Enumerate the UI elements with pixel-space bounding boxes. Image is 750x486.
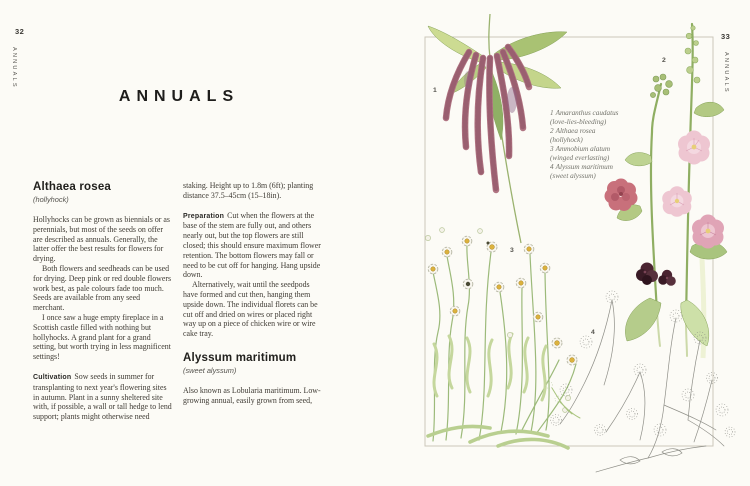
entry-heading-alyssum: Alyssum maritimum	[183, 351, 297, 364]
hollyhock-flower-pale-1	[678, 131, 710, 165]
preparation-paragraph-2: Alternatively, wait until the seedpods have formed and cut then, hanging them upside down. The individual florets can be cut off and dried on wires or placed right way up on a piece of chicken wire or wire cake tray.	[183, 280, 318, 339]
plate-key-common: (love-lies-bleeding)	[550, 118, 607, 126]
cultivation-text: Sow seeds in summer for transplanting to next year's flowering sites in autumn. Plant in a sunny sheltered site with, if possible, a wall or tall hedge to lend support; plants might otherwise need	[33, 371, 172, 422]
chapter-title: ANNUALS	[118, 88, 240, 105]
plate-key-common: (sweet alyssum)	[550, 172, 596, 180]
plate-key-entry	[550, 145, 646, 154]
botanical-plate	[405, 8, 750, 486]
entry-common-name-althaea: (hollyhock)	[33, 195, 69, 204]
left-margin-chapter-label: ANNUALS	[11, 47, 17, 89]
hollyhock-flower-dark-2	[658, 270, 676, 286]
plate-key-entry	[550, 127, 646, 136]
plate-key-name: Amaranthus caudatus	[555, 109, 619, 117]
plate-key-common: (winged everlasting)	[550, 154, 610, 162]
text-column-2	[183, 181, 323, 406]
plate-key-name: Alyssum maritimum	[555, 163, 613, 171]
figure-label-4: 4	[591, 329, 595, 336]
hollyhock-flower-pale-2	[662, 186, 692, 217]
amaranthus-leaves	[428, 26, 567, 140]
right-page-number: 33	[721, 32, 731, 41]
entry-heading-althaea: Althaea rosea	[33, 181, 112, 193]
amaranthus-illustration	[428, 14, 567, 243]
plate-key-name: Althaea rosea	[555, 127, 596, 135]
preparation-text: Cut when the flowers at the base of the stem are fully out, and others nearly out, but the top flowers are still closed; this should ensure maximum flower retention. The bottom flowers may fall or need to be cut off for hanging. Hang upside down.	[183, 210, 321, 280]
plate-key-number: 2	[550, 127, 554, 135]
right-margin-chapter-label: ANNUALS	[723, 52, 729, 94]
hollyhock-illustration	[605, 24, 731, 358]
preparation-paragraph	[183, 211, 323, 281]
preparation-label: Preparation	[183, 212, 225, 220]
plate-key-number: 4	[550, 163, 554, 171]
hollyhock-flower-mid	[692, 215, 724, 249]
plate-key	[550, 109, 646, 181]
figure-label-2: 2	[662, 57, 666, 64]
entry-paragraph: Also known as Lobularia maritimum. Low-growing annual, easily grown from seed,	[183, 385, 321, 405]
entry-paragraph: I once saw a huge empty fireplace in a Scottish castle filled with nothing but hollyhocks. A grand plant for a grand setting, but worth trying in less magnificent settings!	[33, 312, 171, 362]
plate-key-name: Ammobium alatum	[555, 145, 611, 153]
entry-paragraph: Hollyhocks can be grown as biennials or as perennials, but most of the seeds on offer are described as annuals. Generally, the latter offer the best results for flowers for drying.	[33, 215, 170, 264]
plate-key-number: 3	[550, 145, 554, 153]
cultivation-paragraph	[33, 372, 173, 422]
figure-label-1: 1	[433, 87, 437, 94]
figure-label-3: 3	[510, 247, 514, 254]
text-column-1	[33, 181, 173, 422]
plate-key-entry	[550, 163, 646, 172]
plate-key-entry	[550, 109, 646, 118]
ammobium-illustration	[425, 228, 577, 448]
left-page-number: 32	[15, 27, 25, 36]
cultivation-label: Cultivation	[33, 373, 72, 381]
alyssum-green-sprigs	[546, 382, 581, 419]
entry-paragraph: Both flowers and seedheads can be used for drying. Deep pink or red double flowers work best, as pale colours fade too much. Seeds are available from any seed merchant.	[33, 263, 172, 313]
entry-paragraph-runover: staking. Height up to 1.8m (6ft); planting distance 37.5–45cm (15–18in).	[183, 181, 314, 200]
entry-common-name-alyssum: (sweet alyssum)	[183, 365, 237, 375]
plate-key-number: 1	[550, 109, 554, 117]
plate-key-common: (hollyhock)	[550, 136, 583, 144]
